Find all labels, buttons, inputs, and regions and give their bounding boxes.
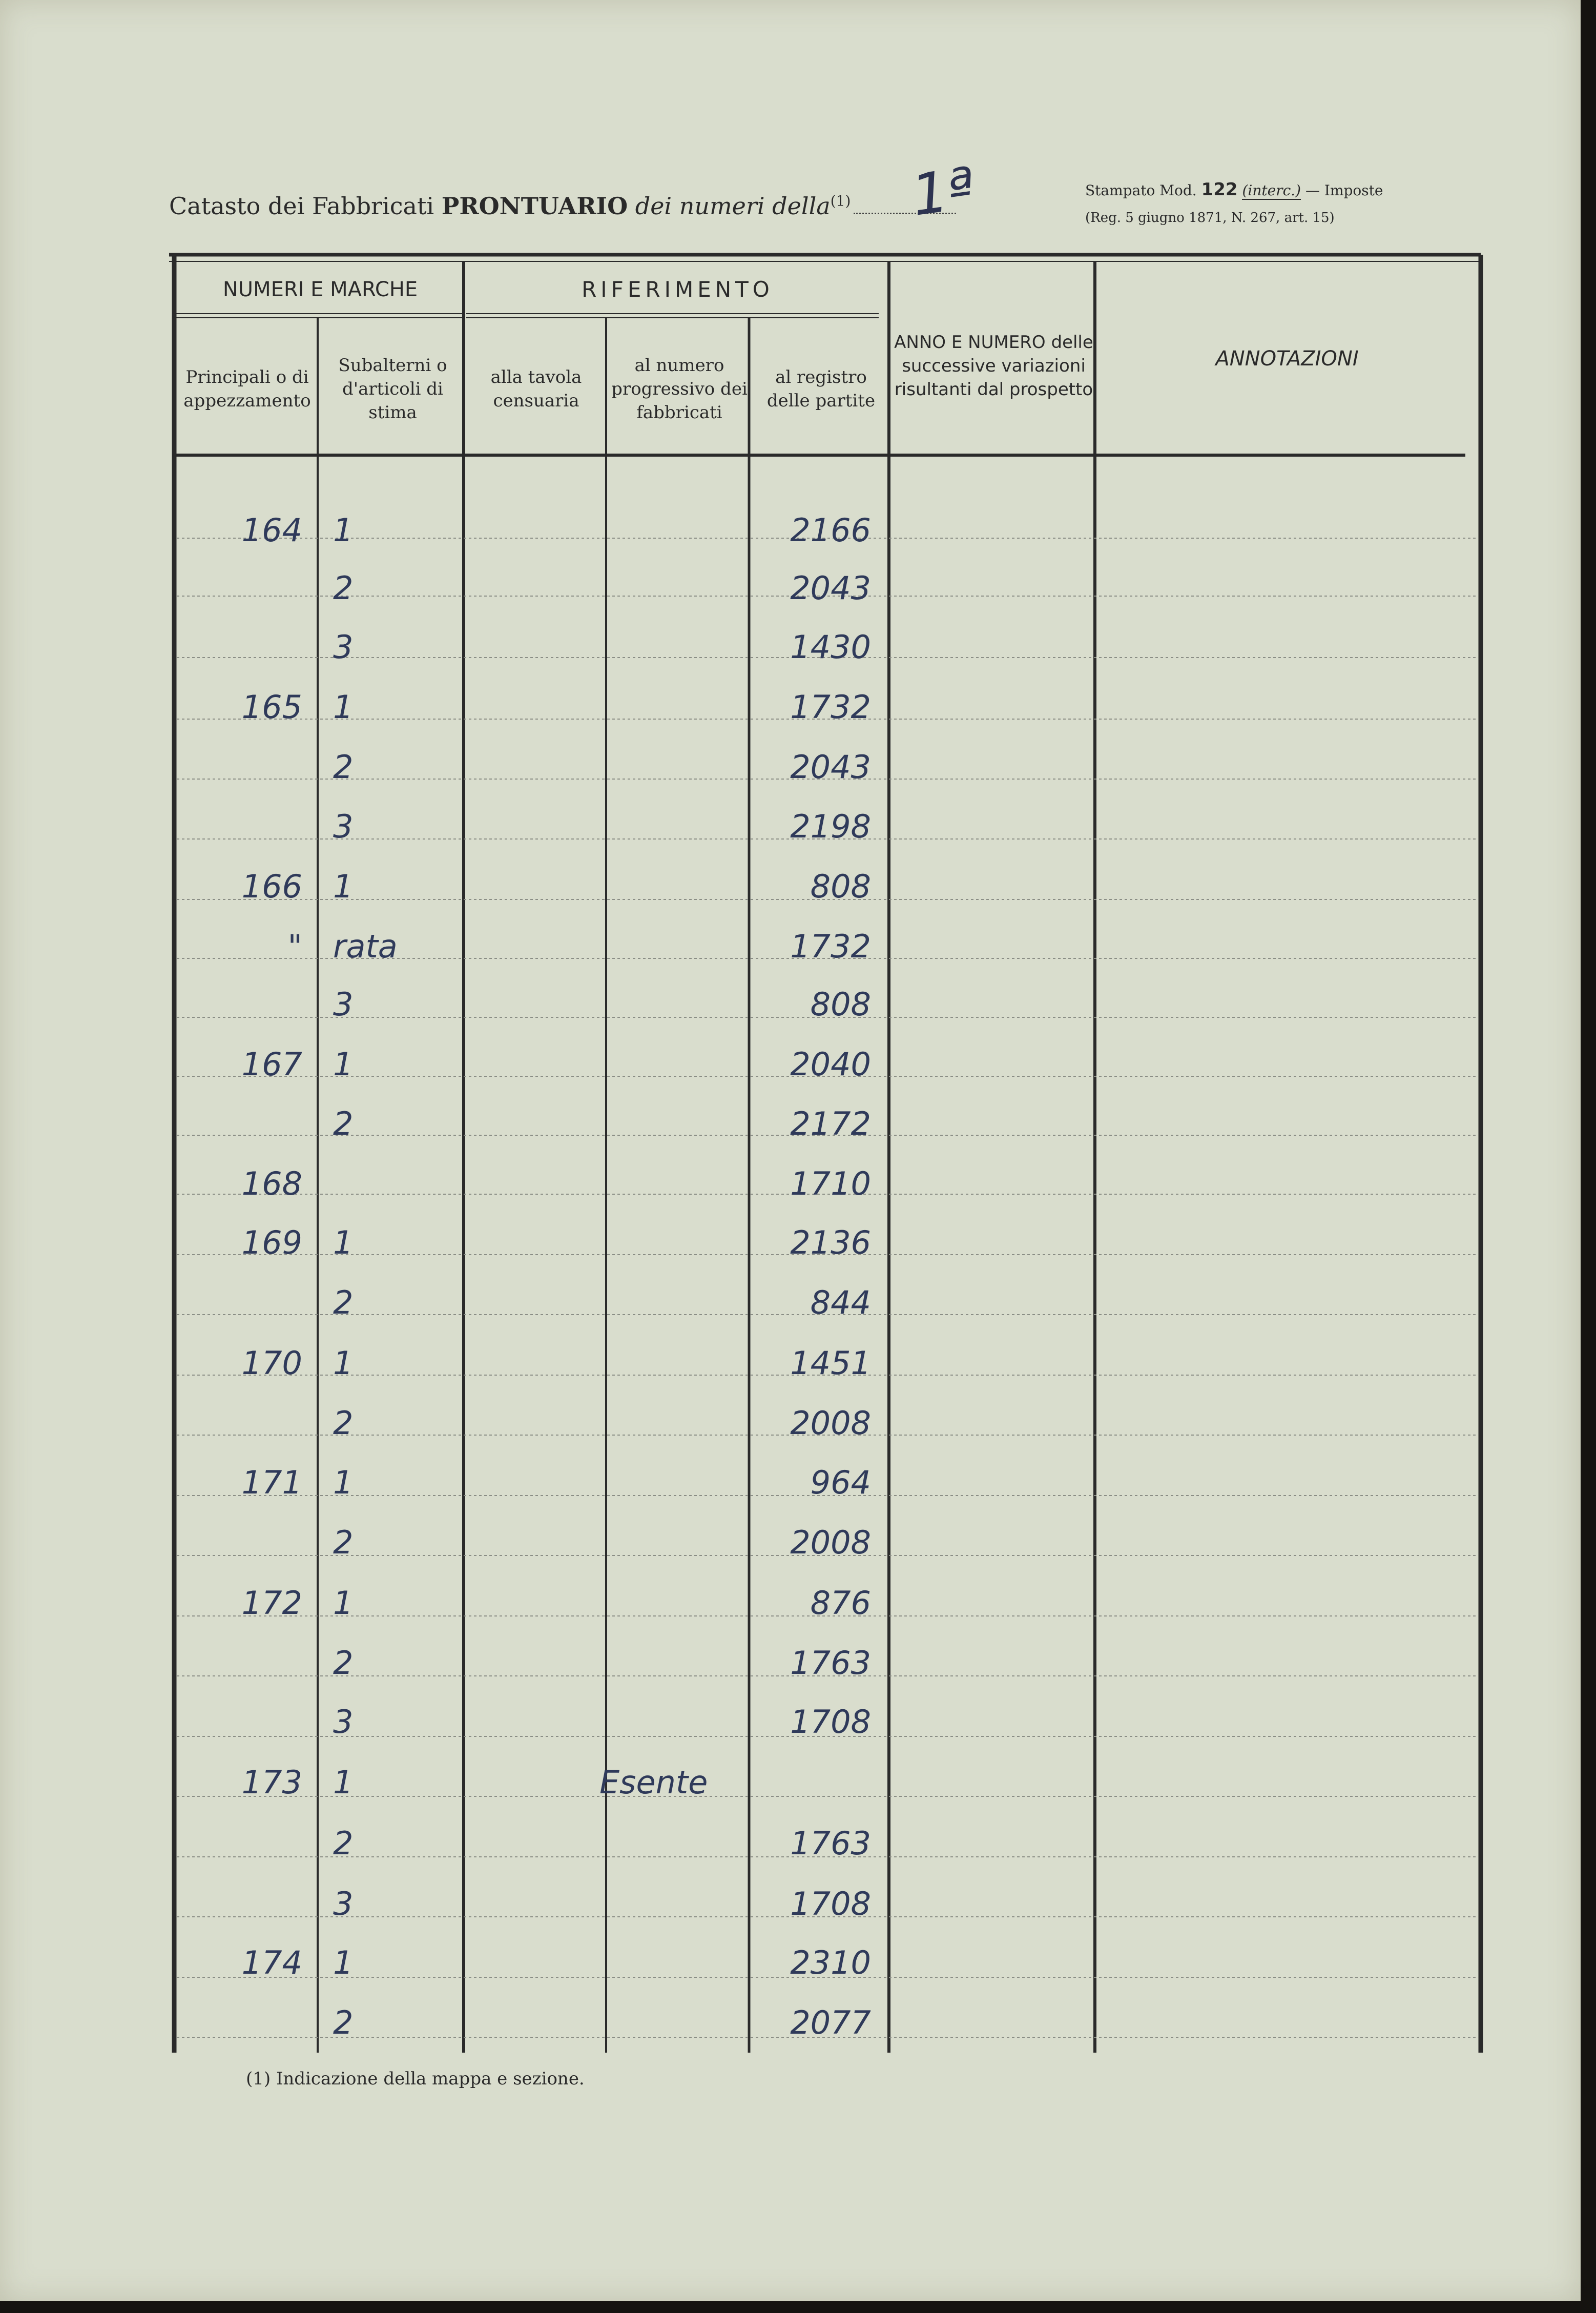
cell-registro: 2166 bbox=[790, 511, 871, 549]
cell-registro: 844 bbox=[810, 1284, 871, 1321]
cell-subalterno: 1 bbox=[333, 868, 354, 905]
header-numero-progressivo: al numero progressivo dei fabbricati bbox=[611, 355, 748, 423]
header-annotazioni: ANNOTAZIONI bbox=[1215, 347, 1359, 371]
cell-subalterno: 1 bbox=[333, 1224, 354, 1261]
cell-principale: 164 bbox=[241, 511, 302, 549]
scan-edge-bottom bbox=[0, 2301, 1596, 2313]
cell-principale: 173 bbox=[241, 1764, 302, 1801]
footnote: (1) Indicazione della mappa e sezione. bbox=[246, 2069, 585, 2089]
cell-registro: 2136 bbox=[790, 1224, 871, 1261]
cell-subalterno: 3 bbox=[333, 808, 354, 845]
header-anno-numero: ANNO E NUMERO delle successive variazioni risultanti dal prospetto bbox=[894, 332, 1093, 400]
cell-subalterno: 2 bbox=[333, 748, 354, 786]
cell-subalterno: 2 bbox=[333, 1404, 354, 1442]
cell-registro: 1732 bbox=[790, 928, 871, 965]
cell-principale: 165 bbox=[241, 688, 302, 726]
cell-principale: 168 bbox=[241, 1165, 302, 1202]
section-number-handwritten: 1ª bbox=[907, 155, 979, 229]
cell-subalterno: 3 bbox=[333, 1885, 354, 1922]
cell-subalterno: 1 bbox=[333, 1764, 354, 1801]
stampato-number: 122 bbox=[1201, 179, 1238, 200]
cell-registro: 2077 bbox=[790, 2004, 871, 2041]
cell-registro: 1732 bbox=[790, 688, 871, 726]
header-tavola: alla tavola censuaria bbox=[490, 367, 582, 411]
cell-principale: 167 bbox=[241, 1046, 302, 1083]
cell-registro: 1430 bbox=[790, 628, 871, 666]
cell-registro: 808 bbox=[810, 986, 871, 1023]
cell-registro: 1708 bbox=[790, 1703, 871, 1741]
cell-principale: 171 bbox=[241, 1464, 302, 1501]
cell-subalterno: 1 bbox=[333, 1344, 354, 1382]
cell-principale: 170 bbox=[241, 1344, 302, 1382]
title-prontuario: PRONTUARIO bbox=[441, 192, 628, 220]
regulation-reference: (Reg. 5 giugno 1871, N. 267, art. 15) bbox=[1085, 210, 1335, 226]
header-riferimento: RIFERIMENTO bbox=[582, 276, 774, 302]
stampato-prefix: Stampato Mod. bbox=[1085, 182, 1197, 199]
cell-registro: 2043 bbox=[790, 569, 871, 607]
cell-principale: " bbox=[287, 928, 302, 965]
cell-registro: 2198 bbox=[790, 808, 871, 845]
cell-subalterno: 3 bbox=[333, 986, 354, 1023]
cell-registro: 2172 bbox=[790, 1105, 871, 1142]
cell-esente: Esente bbox=[599, 1764, 708, 1801]
cell-subalterno: 2 bbox=[333, 569, 354, 607]
cell-subalterno: 1 bbox=[333, 1464, 354, 1501]
cell-subalterno: 2 bbox=[333, 1284, 354, 1321]
header-principali: Principali o di appezzamento bbox=[183, 367, 311, 411]
header-numeri-marche: NUMERI E MARCHE bbox=[222, 278, 418, 301]
header-registro: al registro delle partite bbox=[766, 367, 876, 411]
cell-registro: 876 bbox=[810, 1584, 871, 1622]
cell-subalterno: 1 bbox=[333, 688, 354, 726]
cell-subalterno: 1 bbox=[333, 511, 354, 549]
cell-subalterno: 2 bbox=[333, 1524, 354, 1561]
cell-subalterno: 1 bbox=[333, 1046, 354, 1083]
cell-registro: 2008 bbox=[790, 1524, 871, 1561]
cell-subalterno: 2 bbox=[333, 2004, 354, 2041]
cell-registro: 2008 bbox=[790, 1404, 871, 1442]
cell-registro: 2310 bbox=[790, 1944, 871, 1981]
cell-subalterno: 3 bbox=[333, 628, 354, 666]
cell-subalterno: rata bbox=[333, 928, 398, 965]
title-catasto: Catasto dei Fabbricati bbox=[169, 192, 434, 220]
cell-registro: 1708 bbox=[790, 1885, 871, 1922]
cell-principale: 169 bbox=[241, 1224, 302, 1261]
cell-subalterno: 3 bbox=[333, 1703, 354, 1741]
cell-subalterno: 2 bbox=[333, 1105, 354, 1142]
cell-subalterno: 1 bbox=[333, 1944, 354, 1981]
cell-subalterno: 1 bbox=[333, 1584, 354, 1622]
title-footnote-marker: (1) bbox=[830, 192, 851, 210]
title-italic: dei numeri della bbox=[635, 192, 831, 220]
cell-registro: 1451 bbox=[790, 1344, 871, 1382]
cell-principale: 166 bbox=[241, 868, 302, 905]
cell-subalterno: 2 bbox=[333, 1825, 354, 1862]
cell-registro: 808 bbox=[810, 868, 871, 905]
stampato-interc: (interc.) bbox=[1242, 182, 1301, 199]
cell-registro: 964 bbox=[810, 1464, 871, 1501]
cell-principale: 174 bbox=[241, 1944, 302, 1981]
scan-edge bbox=[1581, 0, 1596, 2313]
cell-registro: 2040 bbox=[790, 1046, 871, 1083]
cell-registro: 1763 bbox=[790, 1825, 871, 1862]
cell-registro: 1710 bbox=[790, 1165, 871, 1202]
header-subalterni: Subalterni o d'articoli di stima bbox=[338, 355, 447, 423]
stampato-suffix: — Imposte bbox=[1305, 182, 1383, 199]
cell-principale: 172 bbox=[241, 1584, 302, 1622]
cell-registro: 1763 bbox=[790, 1644, 871, 1682]
cell-registro: 2043 bbox=[790, 748, 871, 786]
cell-subalterno: 2 bbox=[333, 1644, 354, 1682]
